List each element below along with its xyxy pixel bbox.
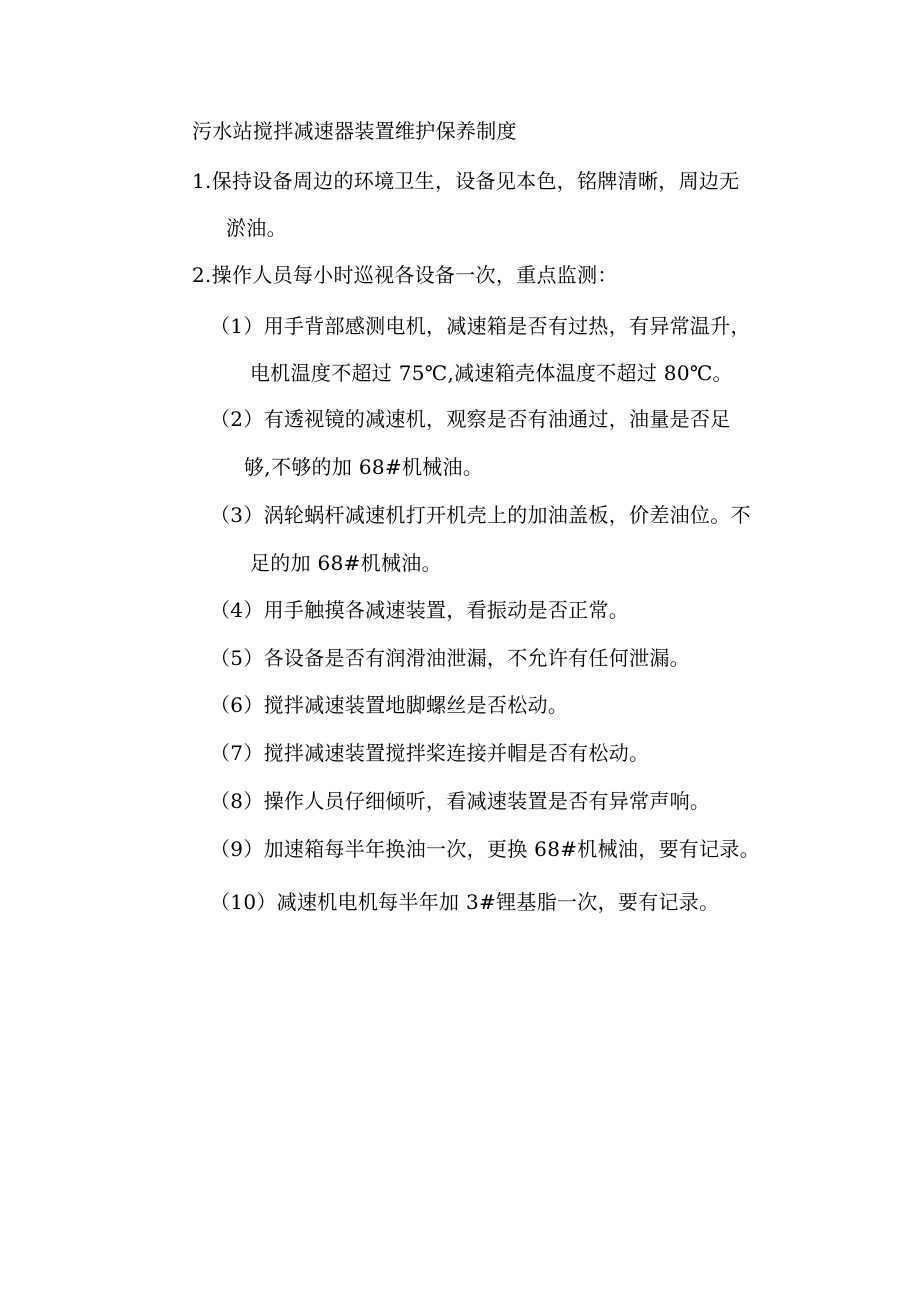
sub-item-8: （8）操作人员仔细倾听，看减速装置是否有异常声响。 xyxy=(210,789,711,813)
document-title: 污水站搅拌减速器装置维护保养制度 xyxy=(192,119,517,143)
sub-item-2-line-2: 够,不够的加 68#机械油。 xyxy=(244,455,484,479)
sub-item-3-line-2: 足的加 68#机械油。 xyxy=(250,551,442,575)
item-2-line-1: 2.操作人员每小时巡视各设备一次，重点监测： xyxy=(192,263,618,287)
sub-item-10: （10）减速机电机每半年加 3#锂基脂一次，要有记录。 xyxy=(210,890,720,914)
sub-item-2-line-1: （2）有透视镜的减速机，观察是否有油通过，油量是否足 xyxy=(210,407,731,431)
sub-item-1-line-1: （1）用手背部感测电机，减速箱是否有过热，有异常温升， xyxy=(210,314,751,338)
sub-item-7: （7）搅拌减速装置搅拌桨连接并帽是否有松动。 xyxy=(210,741,650,765)
sub-item-5: （5）各设备是否有润滑油泄漏，不允许有任何泄漏。 xyxy=(210,646,690,670)
item-1-line-2: 淤油。 xyxy=(226,216,287,240)
item-1-line-1: 1.保持设备周边的环境卫生，设备见本色，铭牌清晰，周边无 xyxy=(192,169,740,193)
sub-item-6: （6）搅拌减速装置地脚螺丝是否松动。 xyxy=(210,693,569,717)
sub-item-3-line-1: （3）涡轮蜗杆减速机打开机壳上的加油盖板，价差油位。不 xyxy=(210,503,751,527)
sub-item-1-line-2: 电机温度不超过 75℃,减速箱壳体温度不超过 80℃。 xyxy=(250,361,733,385)
sub-item-9: （9）加速箱每半年换油一次，更换 68#机械油，要有记录。 xyxy=(210,837,760,861)
sub-item-4: （4）用手触摸各减速装置，看振动是否正常。 xyxy=(210,598,630,622)
